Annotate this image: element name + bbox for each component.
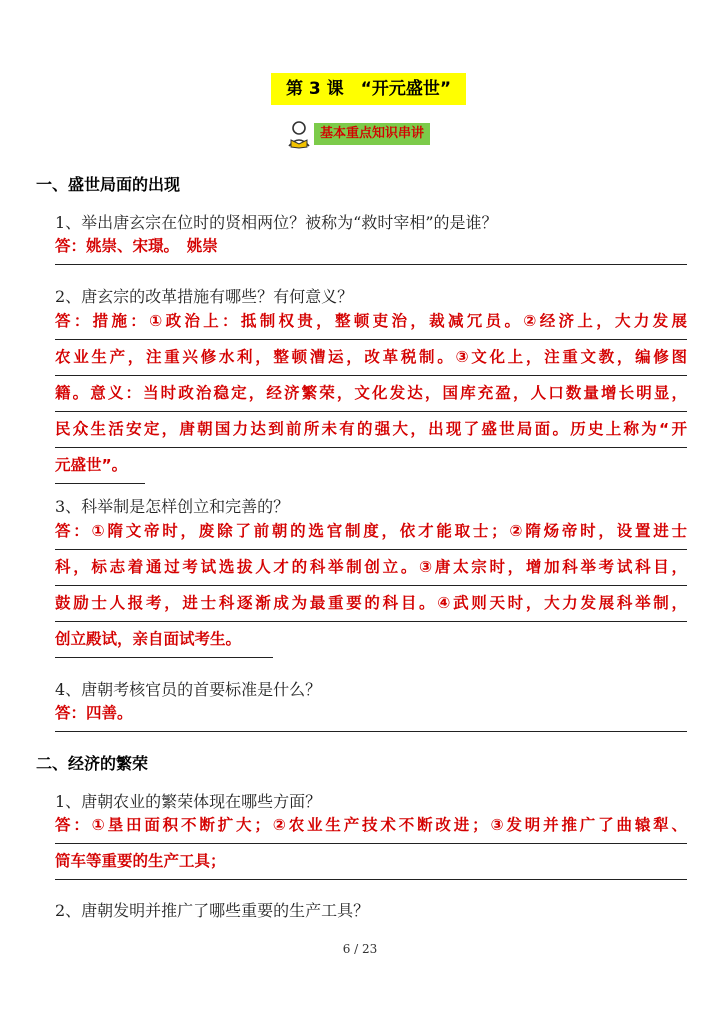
answer-line: 答：姚崇、宋璟。 姚崇 bbox=[55, 229, 687, 265]
question: 1、唐朝农业的繁荣体现在哪些方面？ bbox=[55, 792, 322, 811]
answer-line: 筒车等重要的生产工具； bbox=[55, 844, 687, 880]
answer-line: 元盛世”。 bbox=[55, 448, 145, 484]
page-number: 6 / 23 bbox=[342, 942, 378, 956]
answer bbox=[55, 696, 687, 732]
question: 1、举出唐玄宗在位时的贤相两位？被称为“救时宰相”的是谁？ bbox=[55, 213, 498, 232]
answer bbox=[55, 304, 687, 484]
answer-line: 农业生产，注重兴修水利，整顿漕运，改革税制。③文化上，注重文教，编修图 bbox=[55, 340, 687, 376]
answer-line: 籍。意义：当时政治稳定，经济繁荣，文化发达，国库充盈，人口数量增长明显， bbox=[55, 376, 687, 412]
question: 4、唐朝考核官员的首要标准是什么？ bbox=[55, 680, 322, 699]
answer bbox=[55, 808, 687, 880]
question: 2、唐玄宗的改革措施有哪些？有何意义？ bbox=[55, 287, 354, 306]
question: 2、唐朝发明并推广了哪些重要的生产工具？ bbox=[55, 901, 370, 920]
answer bbox=[55, 514, 687, 658]
section-heading: 一、盛世局面的出现 bbox=[36, 175, 181, 194]
answer-line: 答：措施：①政治上：抵制权贵，整顿吏治，裁减冗员。②经济上，大力发展 bbox=[55, 304, 687, 340]
answer-line: 科，标志着通过考试选拔人才的科举制创立。③唐太宗时，增加科举考试科目， bbox=[55, 550, 687, 586]
answer-line: 答：①隋文帝时，废除了前朝的选官制度，依才能取士；②隋炀帝时，设置进士 bbox=[55, 514, 687, 550]
key-points-badge bbox=[284, 118, 456, 151]
reader-icon bbox=[286, 120, 312, 149]
answer bbox=[55, 229, 687, 265]
question: 3、科举制是怎样创立和完善的？ bbox=[55, 497, 290, 516]
answer-line: 答：四善。 bbox=[55, 696, 687, 732]
answer-line: 答：①垦田面积不断扩大；②农业生产技术不断改进；③发明并推广了曲辕犁、 bbox=[55, 808, 687, 844]
answer-line: 民众生活安定，唐朝国力达到前所未有的强大，出现了盛世局面。历史上称为“开 bbox=[55, 412, 687, 448]
section-heading: 二、经济的繁荣 bbox=[36, 754, 149, 773]
answer-line: 创立殿试，亲自面试考生。 bbox=[55, 622, 273, 658]
lesson-title: 第 3 课 “开元盛世” bbox=[271, 73, 466, 105]
badge-label: 基本重点知识串讲 bbox=[314, 123, 430, 145]
answer-line: 鼓励士人报考，进士科逐渐成为最重要的科目。④武则天时，大力发展科举制， bbox=[55, 586, 687, 622]
